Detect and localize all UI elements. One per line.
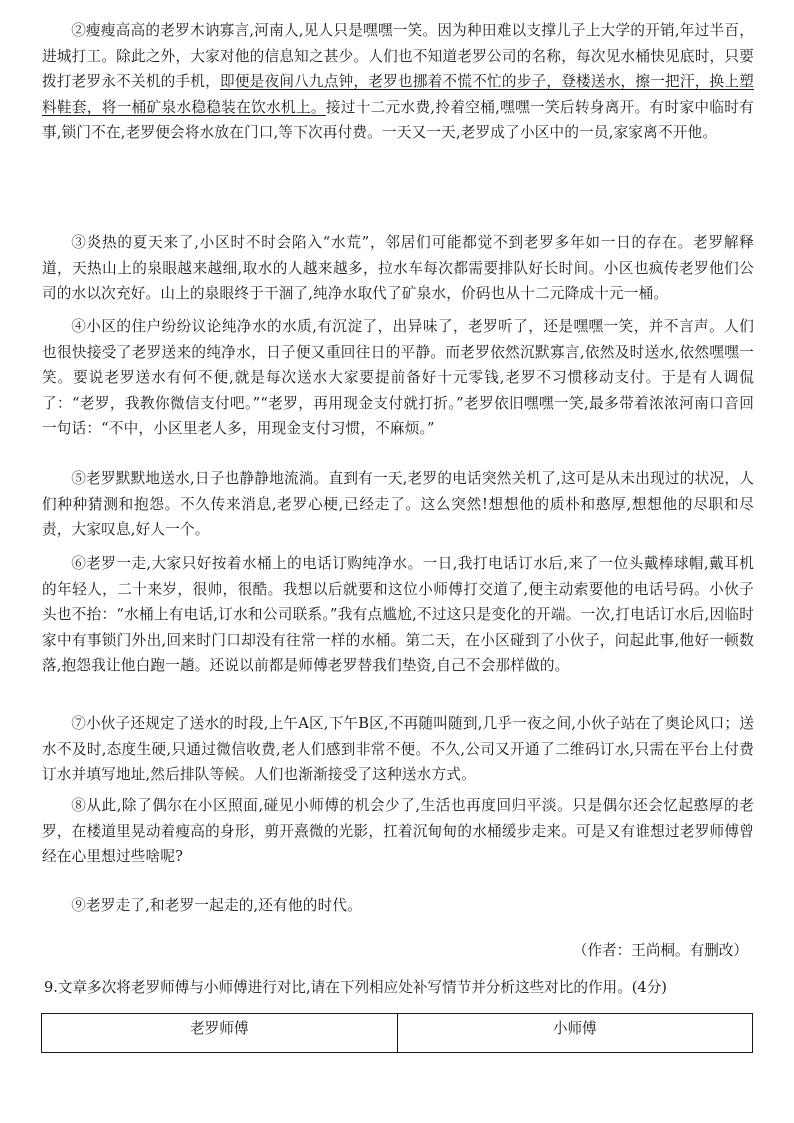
paragraph-8: ⑧从此,除了偶尔在小区照面,碰见小师傅的机会少了,生活也再度回归平淡。只是偶尔还会忆起憨厚的老罗，在楼道里晃动着瘦高的身形，剪开熹微的光影，扛着沉甸甸的水桶缓步走来。可是又有谁想过老罗师傅曾经在心里想过些啥呢? — [42, 797, 754, 865]
paragraph-7: ⑦小伙子还规定了送水的时段,上午A区,下午B区,不再随叫随到,几乎一夜之间,小伙子站在了奥论风口；送水不及时,态度生硬,只通过微信收费,老人们感到非常不便。不久,公司又开通了二维码订水,只需在平台上付费订水并填写地址,然后排队等候。人们也渐渐接受了这种送水方式。 — [42, 715, 754, 783]
question-9: 9.文章多次将老罗师傅与小师傅进行对比,请在下列相应处补写情节并分析这些对比的作用。(4分) — [44, 979, 667, 996]
table-header-row — [42, 1014, 753, 1053]
paragraph-3: ③炎热的夏天来了,小区时不时会陷入“水荒”，邻居们可能都觉不到老罗多年如一日的存在。老罗解释道，天热山上的泉眼越来越细,取水的人越来越多，拉水车每次都需要排队好长时间。小区也疯传老罗他们公司的水以次充好。山上的泉眼终于干涸了,纯净水取代了矿泉水，价码也从十二元降成十元一桶。 — [42, 234, 754, 302]
comparison-table — [41, 1013, 753, 1053]
paragraph-9: ⑨老罗走了,和老罗一起走的,还有他的时代。 — [71, 897, 362, 914]
paragraph-4: ④小区的住户纷纷议论纯净水的水质,有沉淀了，出异味了，老罗听了，还是嘿嘿一笑，并不言声。人们也很快接受了老罗送来的纯净水，日子便又重回往日的平静。而老罗依然沉默寡言,依然及时送水,依然嘿嘿一笑。要说老罗送水有何不便,就是每次送水大家要提前备好十元零钱,老罗不习惯移动支付。于是有人调侃了：“老罗，我教你微信支付吧。”“老罗，再用现金支付就打折。”老罗依旧嘿嘿一笑,最多带着浓浓河南口音回一句话：“不中，小区里老人多，用现金支付习惯，不麻烦。” — [42, 318, 754, 437]
paragraph-5: ⑤老罗默默地送水,日子也静静地流淌。直到有一天,老罗的电话突然关机了,这可是从未出现过的状况，人们种种猜测和抱怨。不久传来消息,老罗心梗,已经走了。这么突然!想想他的质朴和憨厚,想想他的尽职和尽责，大家叹息,好人一个。 — [42, 470, 754, 538]
paragraph-2-text-after: 接过十二元水费,拎着空桶,嘿嘿一笑后转身离开。有时家中临时有事,锁门不在,老罗便会将水放在门口,等下次再付费。一天又一天,老罗成了小区中的一员,家家离不开他。 — [42, 98, 754, 141]
paragraph-2-underlined-text: 即便是夜间八九点钟，老罗也挪着不慌不忙的步子，登楼送水，擦一把汗，换上塑料鞋套，将一桶矿泉水稳稳装在饮水机上。 — [42, 73, 754, 116]
paragraph-2-text-before: ②瘦瘦高高的老罗木讷寡言,河南人,见人只是嘿嘿一笑。因为种田难以支撑儿子上大学的开销,年过半百，进城打工。除此之外，大家对他的信息知之甚少。人们也不知道老罗公司的名称，每次见水桶快见底时，只要拨打老罗永不关机的手机， — [42, 22, 754, 90]
paragraph-2 — [42, 18, 754, 146]
author-credit: （作者：王尚桐。有删改） — [572, 942, 748, 959]
table-header-lao-luo: 老罗师傅 — [42, 1014, 398, 1053]
paragraph-6: ⑥老罗一走,大家只好按着水桶上的电话订购纯净水。一日,我打电话订水后,来了一位头戴棒球帽,戴耳机的年轻人，二十来岁，很帅，很酷。我想以后就要和这位小师傅打交道了,便主动索要他的电话号码。小伙子头也不抬：“水桶上有电话,订水和公司联系。”我有点尴尬,不过这只是变化的开端。一次,打电话订水后,因临时家中有事锁门外出,回来时门口却没有往常一样的水桶。第二天，在小区碰到了小伙子，问起此事,他好一顿数落,抱怨我让他白跑一趟。还说以前都是师傅老罗替我们垫资,自己不会那样做的。 — [42, 555, 754, 674]
table-header-xiao-shifu: 小师傅 — [397, 1014, 753, 1053]
